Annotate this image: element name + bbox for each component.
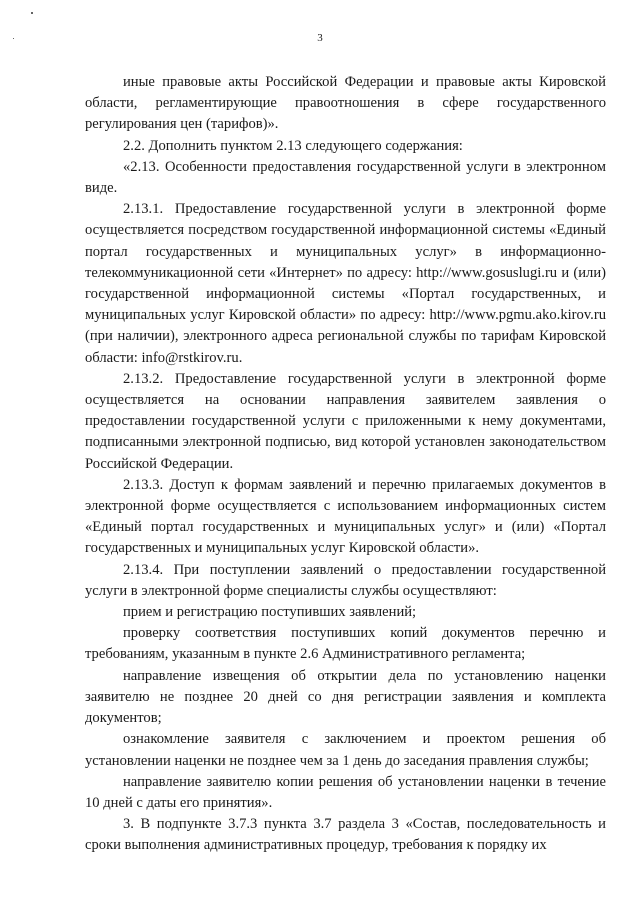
paragraph: 2.2. Дополнить пунктом 2.13 следующего содержания:: [123, 137, 463, 154]
paragraph: 2.13.2. Предоставление государственной услуги в электронной форме осуществляется на основании направления заявителем заявления о предоставлении государственной услуги с приложенными к нему документами, подписанными электронной подписью, вид которой установлен законодательством Российской Федерации.: [85, 370, 606, 472]
paragraph: направление заявителю копии решения об установлении наценки в течение 10 дней с даты его принятия».: [85, 773, 606, 811]
paragraph: 2.13.4. При поступлении заявлений о предоставлении государственной услуги в электронной форме специалисты службы осуществляют:: [85, 561, 606, 599]
paragraph: иные правовые акты Российской Федерации и правовые акты Кировской области, регламентирующие правоотношения в сфере государственного регулирования цен (тарифов)».: [85, 74, 606, 133]
paragraph: 2.13.1. Предоставление государственной услуги в электронной форме осуществляется посредством государственной информационной системы «Единый портал государственных и муниципальных услуг» в информационно-телекоммуникационной сети «Интернет» по адресу: http://www.gosuslugi.ru и (или) государственной информационной системы «Портал государственных, и муниципальных услуг Кировской области» по адресу: http://www.pgmu.ako.kirov.ru (при наличии), электронного адреса региональной службы по тарифам Кировской области: info@rstkirov.ru.: [85, 201, 606, 366]
page-number: 3: [317, 32, 323, 44]
document-body: [85, 72, 606, 857]
paragraph: 2.13.3. Доступ к формам заявлений и перечню прилагаемых документов в электронной форме осуществляется с использованием информационных систем «Единый портал государственных и муниципальных услуг» и (или) «Портал государственных и муниципальных услуг Кировской области».: [85, 476, 606, 557]
scan-mark: [31, 12, 33, 14]
paragraph: прием и регистрацию поступивших заявлений;: [123, 604, 417, 621]
paragraph: ознакомление заявителя с заключением и проектом решения об установлении наценки не позднее чем за 1 день до заседания правления службы;: [85, 731, 606, 769]
paragraph: 3. В подпункте 3.7.3 пункта 3.7 раздела 3 «Состав, последовательность и сроки выполнения административных процедур, требования к порядку их: [85, 816, 606, 854]
paragraph: направление извещения об открытии дела по установлению наценки заявителю не позднее 20 дней со дня регистрации заявления и комплекта документов;: [85, 667, 606, 727]
paragraph: «2.13. Особенности предоставления государственной услуги в электронном виде.: [85, 158, 606, 197]
paragraph: проверку соответствия поступивших копий документов перечню и требованиям, указанным в пункте 2.6 Административного регламента;: [85, 625, 606, 663]
